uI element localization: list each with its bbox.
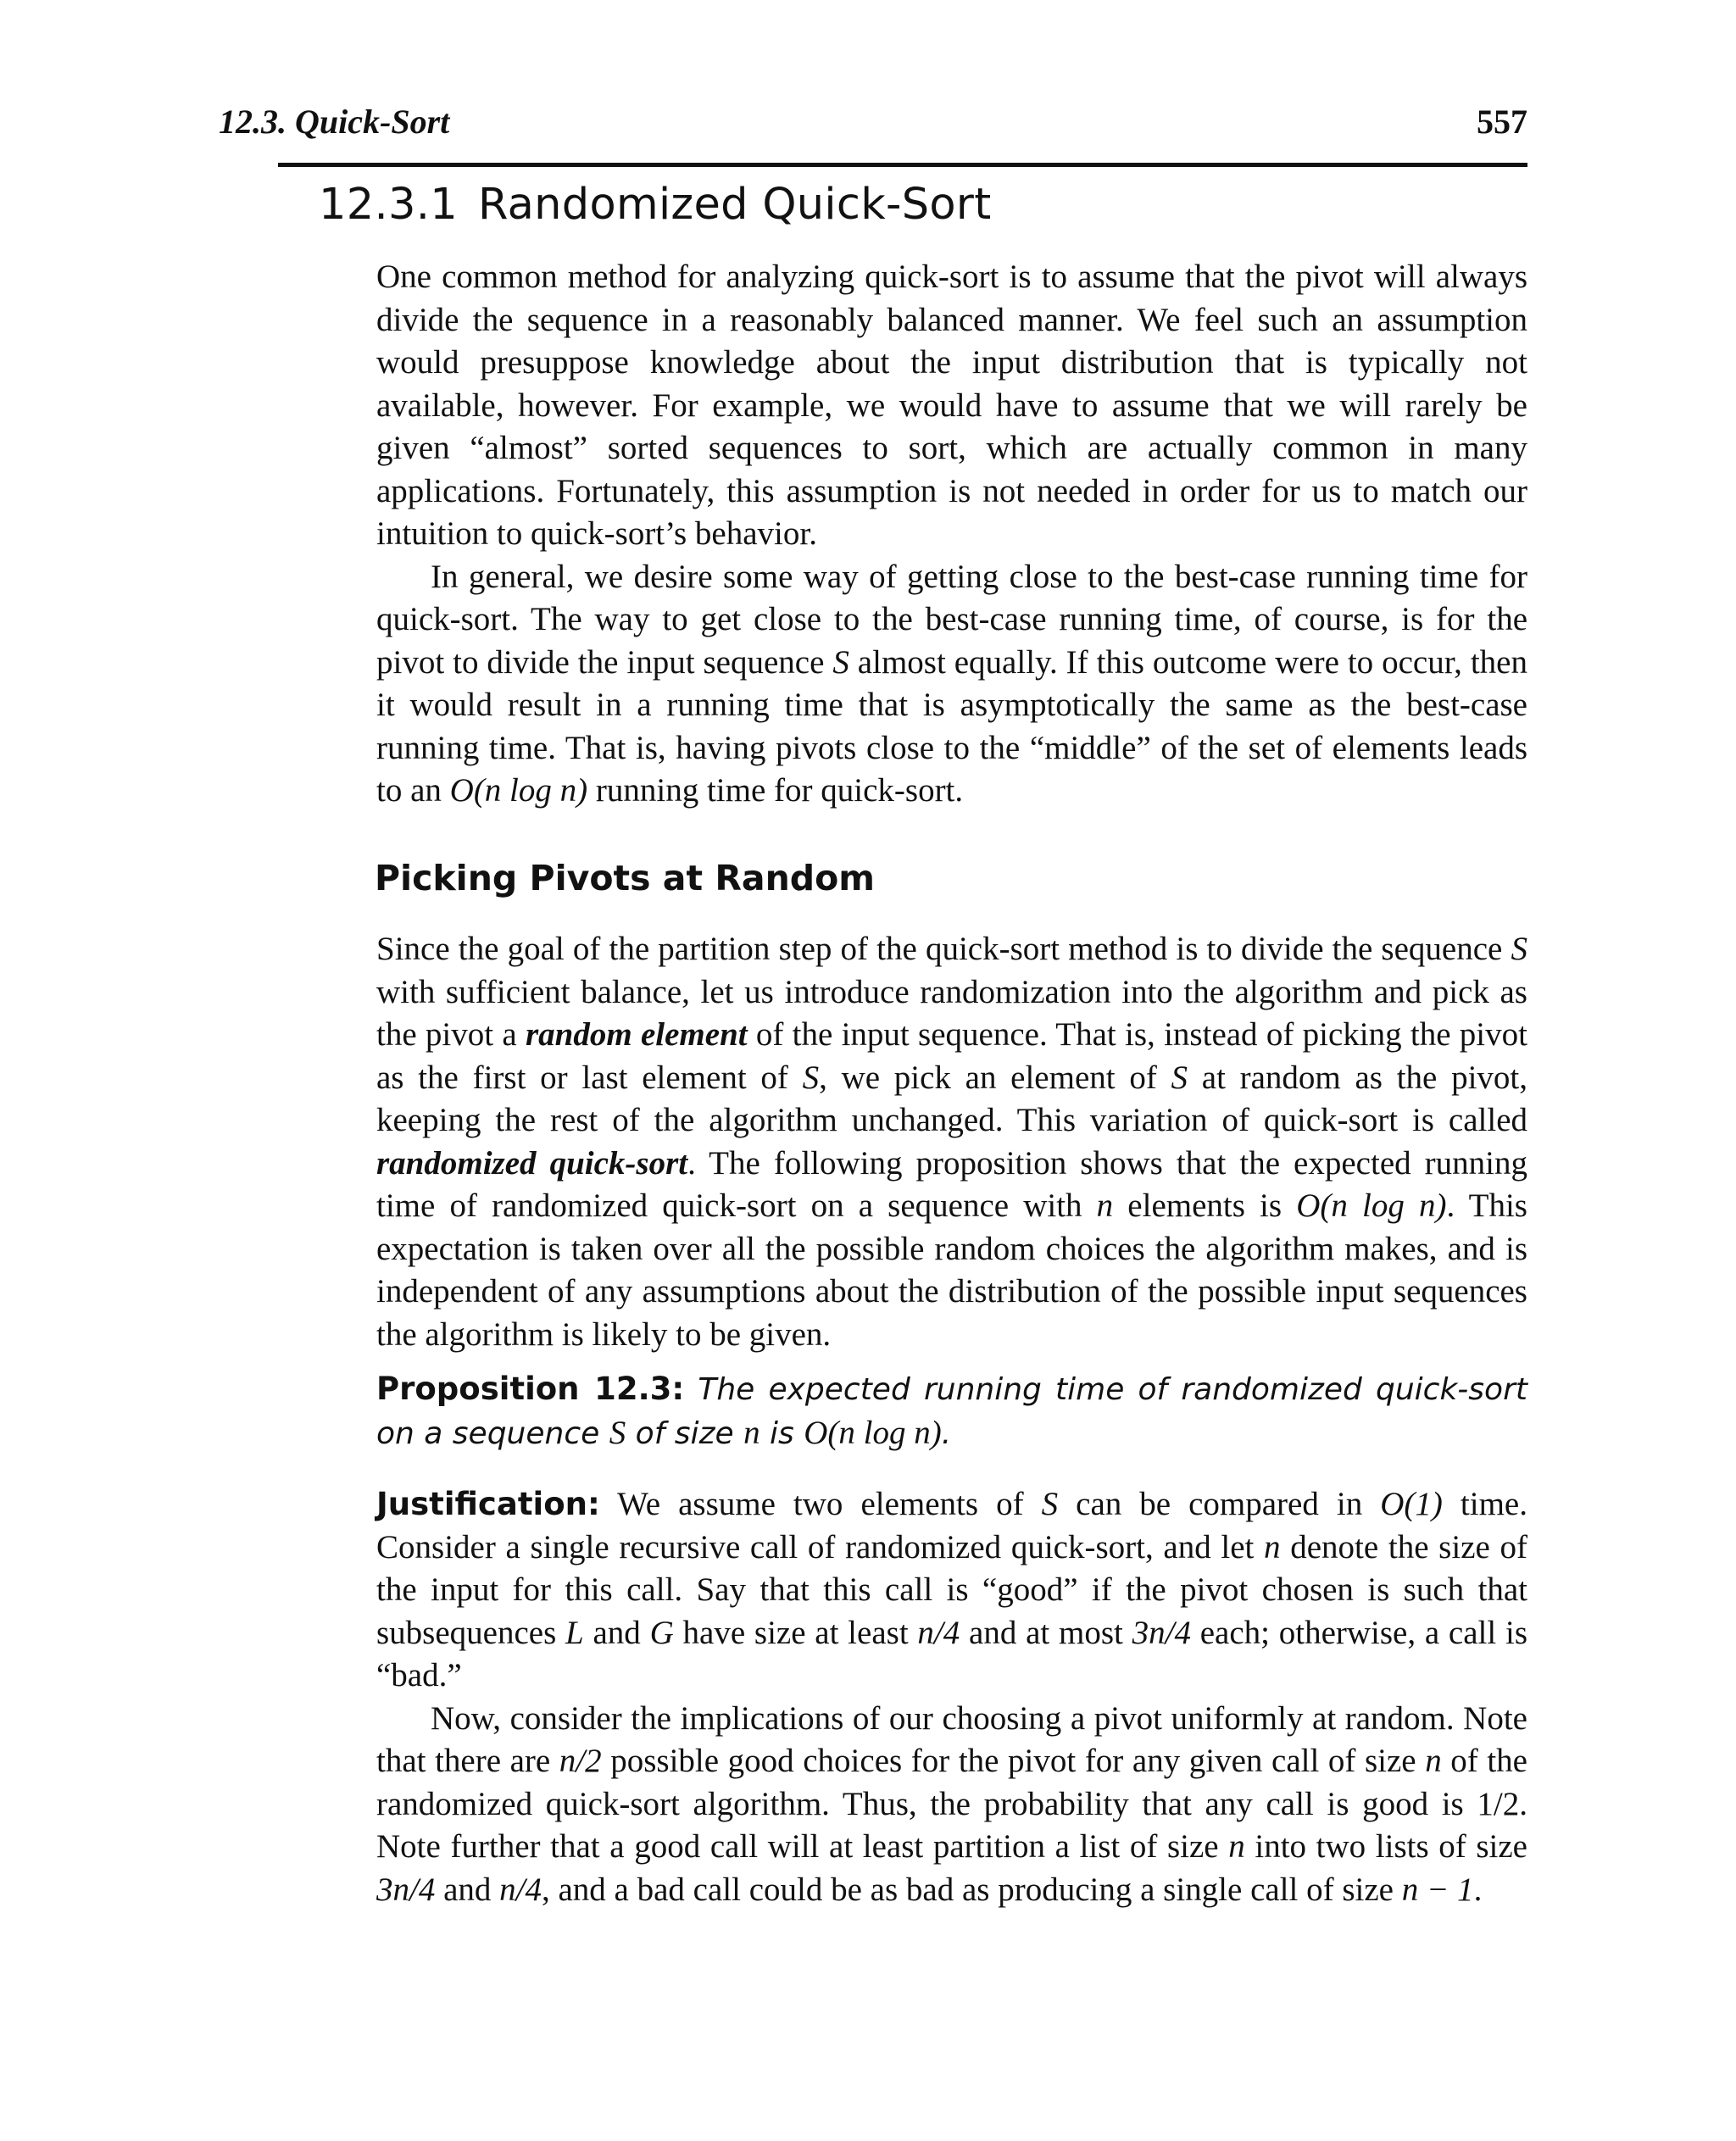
math-half: n/2 — [559, 1743, 602, 1779]
text-run: into two lists of size — [1244, 1828, 1527, 1865]
subsection-title — [319, 180, 992, 230]
math-three-quarter: 3n/4 — [376, 1871, 436, 1908]
page-number: 557 — [1477, 103, 1527, 141]
picking-section — [376, 928, 1527, 1356]
math-three-quarter: 3n/4 — [1132, 1614, 1191, 1651]
math-n: n — [1096, 1187, 1114, 1224]
math-S: S — [802, 1059, 820, 1096]
text-run: denote the size of the input for this call. Say that this call is “good” if the pivot chosen is such that subsequences — [376, 1528, 1527, 1651]
text-run: . Note further that a good call will at least partition a list of size — [376, 1785, 1527, 1865]
text-run: with sufficient balance, let us introduce randomization into the algorithm and pick as the pivot a — [376, 973, 1527, 1053]
text-run: We assume two elements of — [599, 1486, 1042, 1522]
text-run: of the randomized quick-sort algorithm. Thus, the probability that any call is good is — [376, 1743, 1527, 1822]
subsection-number: 12.3.1 — [319, 180, 459, 230]
math-n: n — [743, 1414, 760, 1451]
text-run: have size at least — [673, 1614, 918, 1651]
justification-label: Justification: — [376, 1486, 600, 1522]
text-run: The expected running time of randomized quick-sort on a sequence — [376, 1372, 1527, 1451]
math-n: n — [1425, 1743, 1442, 1779]
text-run: In general, we desire some way of getting close to the best-case running time for quick-sort. The way to get close to the best-case running time, of course, is for the pivot to divide the input sequence — [376, 558, 1527, 681]
math-big-o: O(n log n) — [449, 772, 588, 809]
intro-paragraph-2 — [376, 556, 1527, 813]
math-n-minus-one: n − 1 — [1401, 1871, 1474, 1908]
intro-section — [376, 256, 1527, 813]
text-run: of size — [626, 1415, 744, 1451]
text-run: , and a bad call could be as bad as producing a single call of size — [542, 1871, 1402, 1908]
text-run: . — [941, 1415, 952, 1451]
math-big-o: O(1) — [1380, 1486, 1443, 1522]
term-random-element: random element — [525, 1016, 748, 1053]
text-run: is — [760, 1415, 804, 1451]
math-S: S — [1511, 931, 1527, 967]
text-run: and at most — [960, 1614, 1132, 1651]
text-run: possible good choices for the pivot for any given call of size — [601, 1743, 1426, 1779]
text-run: can be compared in — [1058, 1486, 1381, 1522]
math-n: n — [1228, 1828, 1245, 1865]
math-S: S — [832, 643, 849, 681]
text-run: of the input sequence. That is, instead of picking the pivot as the first or last element of — [376, 1016, 1527, 1096]
text-run: almost equally. If this outcome were to occur, then it would result in a running time that is asymptotically the same as the best-case running time. That is, having pivots close to the “middle” of the set of elements leads to an — [376, 643, 1527, 809]
paragraph-heading: Picking Pivots at Random — [375, 858, 876, 898]
text-run: time. Consider a single recursive call of randomized quick-sort, and let — [376, 1486, 1527, 1565]
text-run: each; otherwise, a call is “bad.” — [376, 1614, 1527, 1693]
math-big-o: O(n log n) — [804, 1414, 942, 1451]
text-run: running time for quick-sort. — [587, 772, 964, 809]
math-big-o: O(n log n) — [1296, 1187, 1447, 1224]
math-S: S — [1041, 1486, 1059, 1522]
text-run: . This expectation is taken over all the possible random choices the algorithm makes, and is independent of any assumptions about the distribution of the possible input sequences the algorithm is likely to be given. — [376, 1187, 1527, 1353]
text-run: and — [435, 1871, 500, 1908]
math-L: L — [565, 1614, 584, 1651]
math-G: G — [649, 1614, 674, 1651]
proposition — [376, 1368, 1527, 1455]
text-run: . The following proposition shows that the expected running time of randomized quick-sort on a sequence with — [376, 1144, 1527, 1224]
math-S: S — [609, 1414, 626, 1451]
text-run: Since the goal of the partition step of the quick-sort method is to divide the sequence — [376, 931, 1511, 967]
subsection-title-text: Randomized Quick-Sort — [478, 180, 992, 230]
math-quarter: n/4 — [499, 1871, 542, 1908]
justification-paragraph-2 — [376, 1698, 1527, 1912]
justification-paragraph-1 — [376, 1483, 1527, 1698]
term-randomized-quick-sort: randomized quick-sort — [376, 1144, 688, 1182]
header-rule — [278, 163, 1527, 167]
text-run: and — [583, 1614, 650, 1651]
proposition-block — [376, 1368, 1527, 1455]
text-run: . — [1473, 1871, 1483, 1908]
running-head — [219, 95, 1527, 146]
text-run: at random as the pivot, keeping the rest of the algorithm unchanged. This variation of quick-sort is called — [376, 1059, 1527, 1138]
text-run: , we pick an element of — [819, 1059, 1171, 1096]
text-run: Now, consider the implications of our choosing a pivot uniformly at random. Note that there are — [376, 1699, 1527, 1779]
math-n: n — [1264, 1528, 1281, 1565]
running-head-section: 12.3. Quick-Sort — [219, 103, 450, 141]
proposition-label: Proposition 12.3: — [376, 1371, 685, 1407]
math-probability: 1/2 — [1477, 1785, 1520, 1822]
text-run: elements is — [1113, 1187, 1297, 1224]
intro-paragraph-1: One common method for analyzing quick-sort is to assume that the pivot will always divide the sequence in a reasonably balanced manner. We feel such an assumption would presuppose knowledge about the input distribution that is typically not available, however. For example, we would have to assume that we will rarely be given “almost” sorted sequences to sort, which are actually common in many applications. Fortunately, this assumption is not needed in order for us to match our intuition to quick-sort’s behavior. — [376, 259, 1527, 552]
math-quarter: n/4 — [917, 1614, 960, 1651]
picking-paragraph — [376, 928, 1527, 1356]
math-S: S — [1171, 1059, 1188, 1096]
justification-block — [376, 1483, 1527, 1911]
